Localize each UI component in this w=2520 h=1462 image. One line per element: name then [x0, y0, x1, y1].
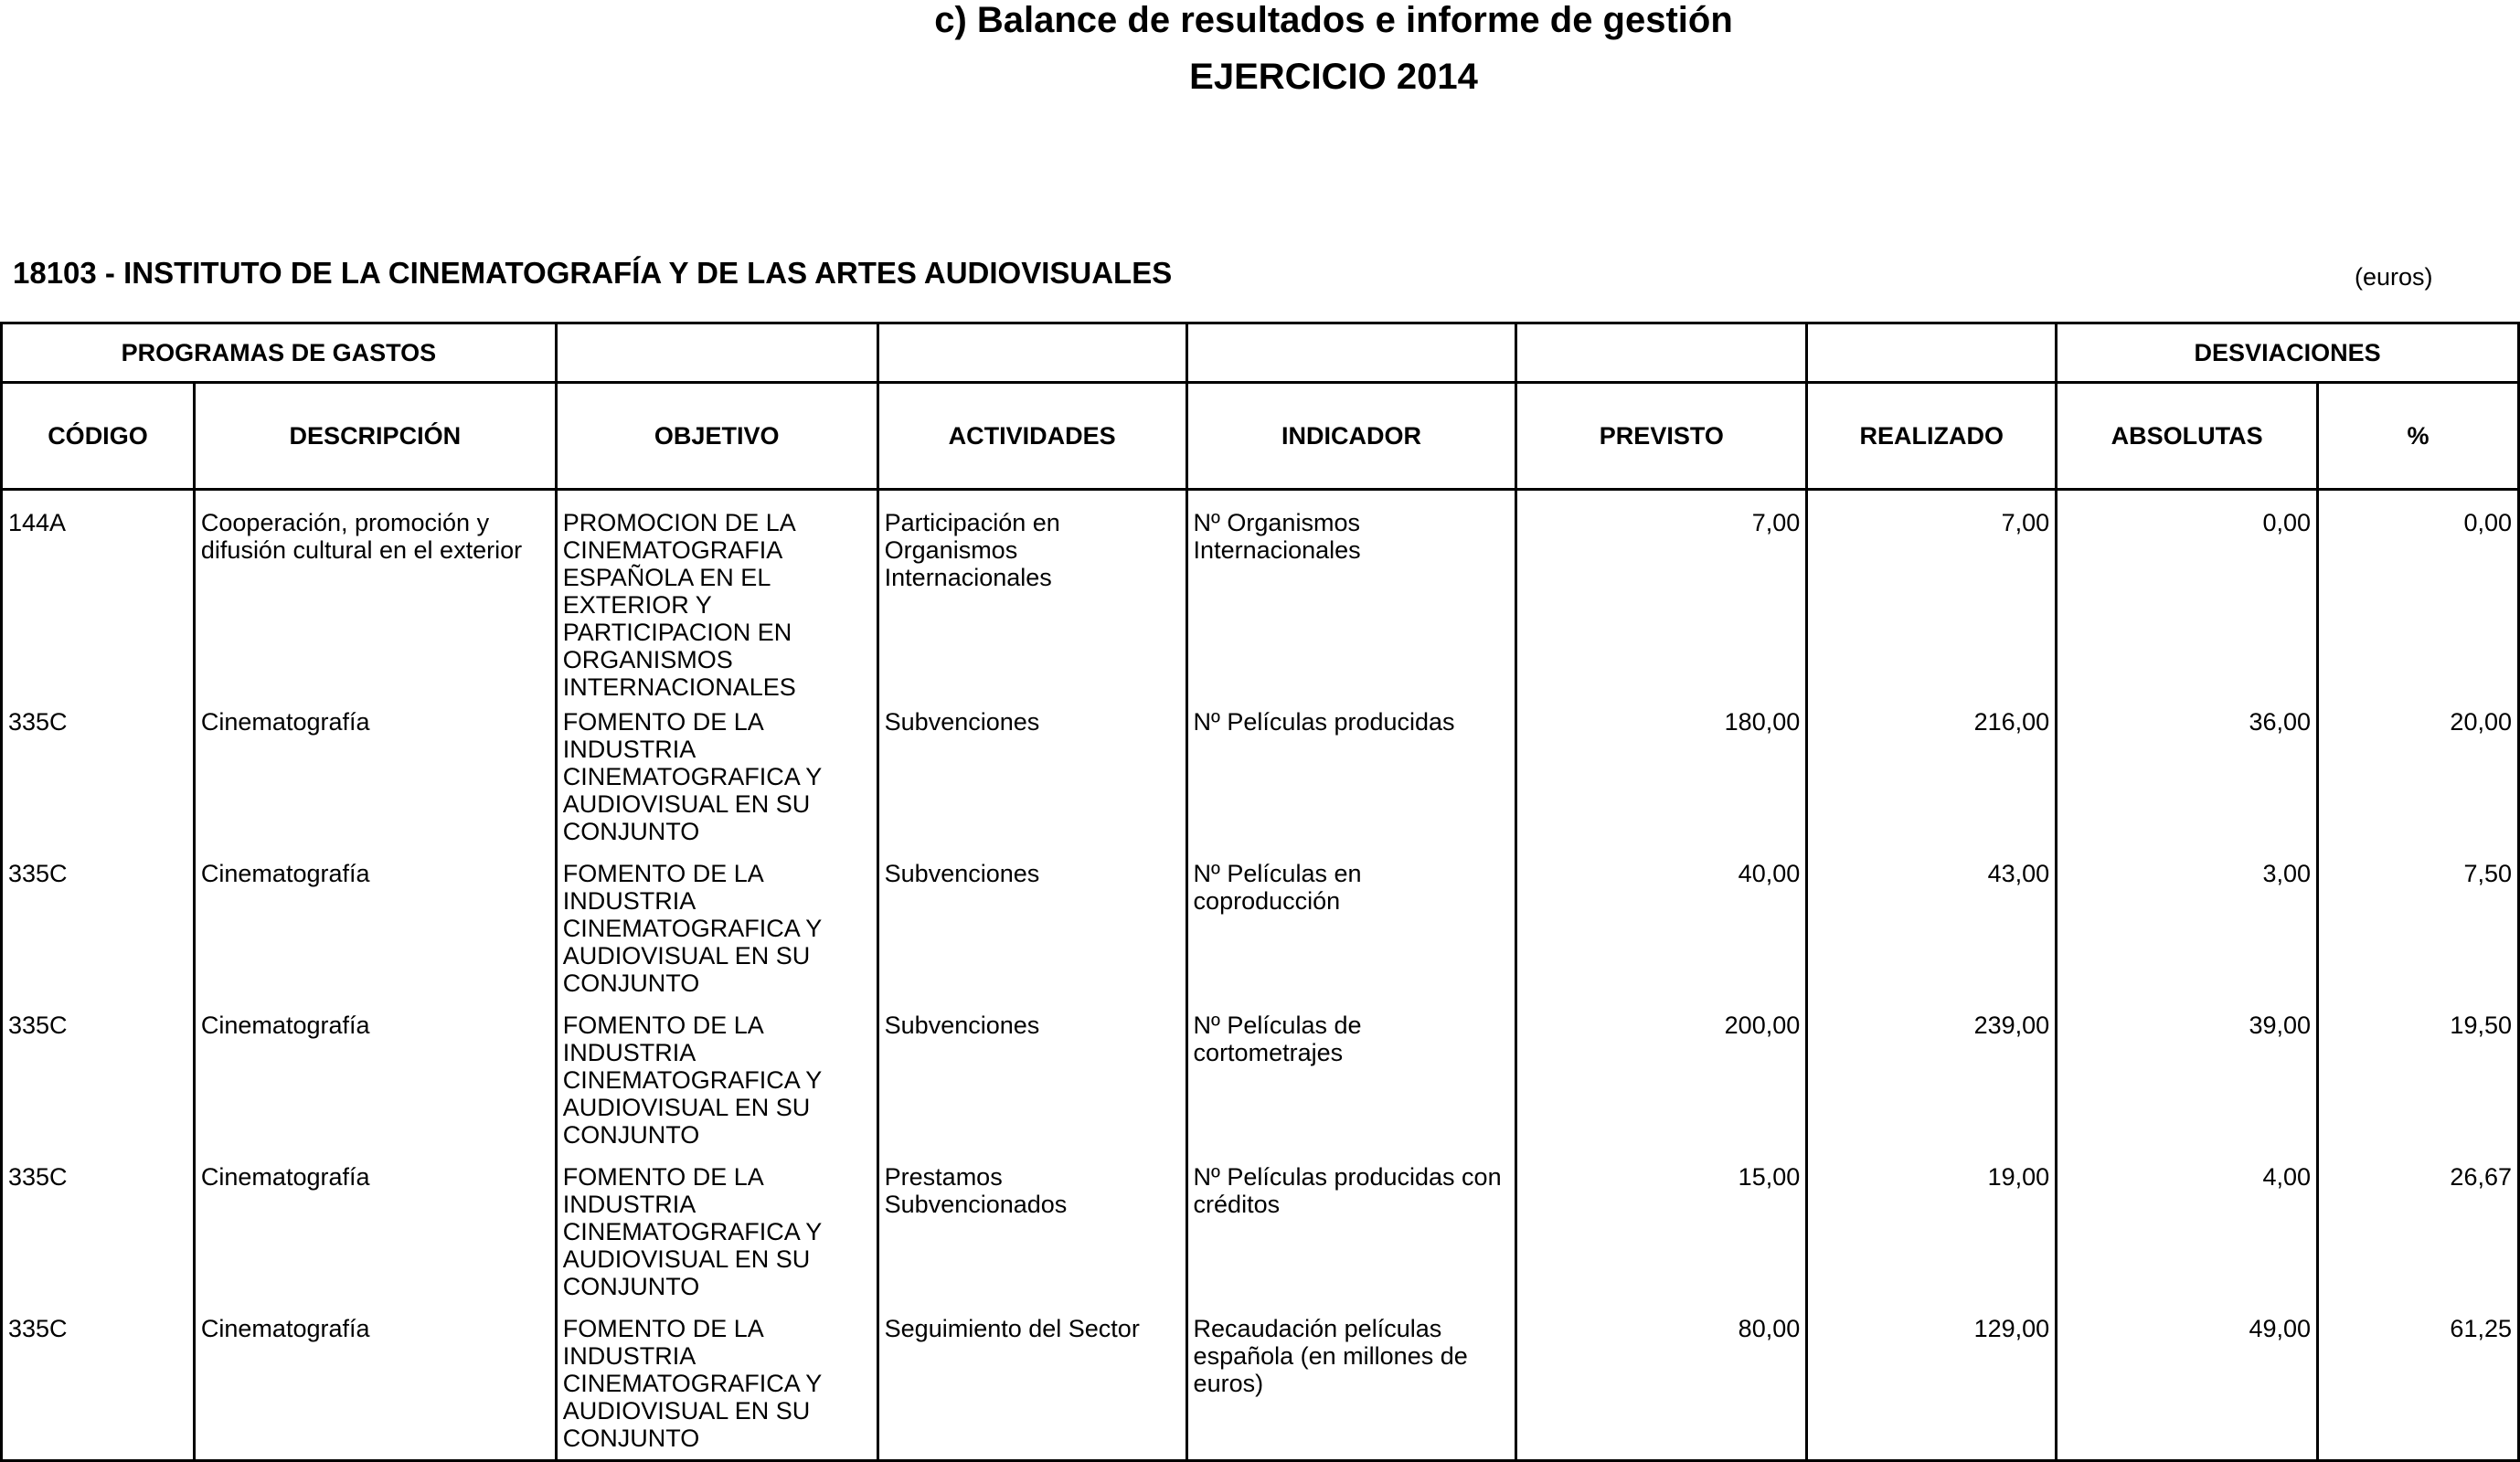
cell-descripcion: Cinematografía: [194, 853, 556, 1004]
page-title: c) Balance de resultados e informe de gestión: [934, 0, 1733, 40]
cell-descripcion: Cinematografía: [194, 1004, 556, 1156]
cell-objetivo: FOMENTO DE LA INDUSTRIA CINEMATOGRAFICA Y AUDIOVISUAL EN SU CONJUNTO: [556, 1308, 877, 1460]
cell-actividades: Seguimiento del Sector: [877, 1308, 1186, 1460]
group-header-row: [2, 323, 2519, 383]
table-row: [2, 1004, 2519, 1156]
group-header-blank: [1807, 323, 2057, 383]
cell-realizado: 43,00: [1807, 853, 2057, 1004]
cell-codigo: 335C: [2, 1308, 195, 1460]
cell-objetivo: FOMENTO DE LA INDUSTRIA CINEMATOGRAFICA Y AUDIOVISUAL EN SU CONJUNTO: [556, 1004, 877, 1156]
cell-percent: 7,50: [2318, 853, 2519, 1004]
column-header-codigo: CÓDIGO: [2, 383, 195, 490]
cell-indicador: Nº Películas en coproducción: [1186, 853, 1516, 1004]
page-subtitle: EJERCICIO 2014: [1189, 57, 1478, 97]
cell-absolutas: 36,00: [2057, 701, 2318, 853]
entity-heading: 18103 - INSTITUTO DE LA CINEMATOGRAFÍA Y DE LAS ARTES AUDIOVISUALES: [13, 256, 1173, 290]
cell-objetivo: FOMENTO DE LA INDUSTRIA CINEMATOGRAFICA Y AUDIOVISUAL EN SU CONJUNTO: [556, 701, 877, 853]
table-row: [2, 490, 2519, 702]
cell-descripcion: Cinematografía: [194, 1308, 556, 1460]
column-header-actividades: ACTIVIDADES: [877, 383, 1186, 490]
cell-codigo: 335C: [2, 1004, 195, 1156]
cell-previsto: 80,00: [1516, 1308, 1807, 1460]
cell-previsto: 7,00: [1516, 490, 1807, 702]
cell-codigo: 144A: [2, 490, 195, 702]
cell-realizado: 239,00: [1807, 1004, 2057, 1156]
group-header-blank: [1186, 323, 1516, 383]
cell-absolutas: 0,00: [2057, 490, 2318, 702]
cell-codigo: 335C: [2, 853, 195, 1004]
cell-realizado: 7,00: [1807, 490, 2057, 702]
cell-actividades: Subvenciones: [877, 853, 1186, 1004]
cell-previsto: 180,00: [1516, 701, 1807, 853]
cell-indicador: Nº Películas producidas con créditos: [1186, 1156, 1516, 1308]
cell-codigo: 335C: [2, 701, 195, 853]
table-row: [2, 1156, 2519, 1308]
column-header-previsto: PREVISTO: [1516, 383, 1807, 490]
cell-objetivo: FOMENTO DE LA INDUSTRIA CINEMATOGRAFICA Y AUDIOVISUAL EN SU CONJUNTO: [556, 853, 877, 1004]
column-header-row: [2, 383, 2519, 490]
column-header-indicador: INDICADOR: [1186, 383, 1516, 490]
group-header-desviaciones: DESVIACIONES: [2057, 323, 2519, 383]
cell-absolutas: 3,00: [2057, 853, 2318, 1004]
cell-realizado: 216,00: [1807, 701, 2057, 853]
cell-absolutas: 4,00: [2057, 1156, 2318, 1308]
column-header-absolutas: ABSOLUTAS: [2057, 383, 2318, 490]
table-row: [2, 1308, 2519, 1460]
cell-percent: 61,25: [2318, 1308, 2519, 1460]
cell-previsto: 15,00: [1516, 1156, 1807, 1308]
cell-realizado: 19,00: [1807, 1156, 2057, 1308]
cell-actividades: Prestamos Subvencionados: [877, 1156, 1186, 1308]
group-header-programas: PROGRAMAS DE GASTOS: [2, 323, 557, 383]
cell-objetivo: FOMENTO DE LA INDUSTRIA CINEMATOGRAFICA Y AUDIOVISUAL EN SU CONJUNTO: [556, 1156, 877, 1308]
cell-indicador: Nº Películas producidas: [1186, 701, 1516, 853]
group-header-blank: [556, 323, 877, 383]
column-header-realizado: REALIZADO: [1807, 383, 2057, 490]
column-header-percent: %: [2318, 383, 2519, 490]
cell-previsto: 40,00: [1516, 853, 1807, 1004]
group-header-blank: [1516, 323, 1807, 383]
cell-descripcion: Cinematografía: [194, 1156, 556, 1308]
cell-actividades: Subvenciones: [877, 701, 1186, 853]
cell-percent: 0,00: [2318, 490, 2519, 702]
cell-indicador: Nº Organismos Internacionales: [1186, 490, 1516, 702]
cell-indicador: Recaudación películas española (en millones de euros): [1186, 1308, 1516, 1460]
cell-realizado: 129,00: [1807, 1308, 2057, 1460]
cell-absolutas: 39,00: [2057, 1004, 2318, 1156]
cell-descripcion: Cinematografía: [194, 701, 556, 853]
column-header-objetivo: OBJETIVO: [556, 383, 877, 490]
unit-label: (euros): [2355, 263, 2433, 291]
cell-absolutas: 49,00: [2057, 1308, 2318, 1460]
column-header-descripcion: DESCRIPCIÓN: [194, 383, 556, 490]
cell-previsto: 200,00: [1516, 1004, 1807, 1156]
cell-codigo: 335C: [2, 1156, 195, 1308]
cell-descripcion: Cooperación, promoción y difusión cultural en el exterior: [194, 490, 556, 702]
cell-percent: 19,50: [2318, 1004, 2519, 1156]
results-table: [0, 322, 2520, 1462]
table-row: [2, 701, 2519, 853]
cell-percent: 26,67: [2318, 1156, 2519, 1308]
table-row: [2, 853, 2519, 1004]
cell-percent: 20,00: [2318, 701, 2519, 853]
cell-indicador: Nº Películas de cortometrajes: [1186, 1004, 1516, 1156]
cell-actividades: Subvenciones: [877, 1004, 1186, 1156]
cell-objetivo: PROMOCION DE LA CINEMATOGRAFIA ESPAÑOLA EN EL EXTERIOR Y PARTICIPACION EN ORGANISMOS INTERNACIONALES: [556, 490, 877, 702]
cell-actividades: Participación en Organismos Internacionales: [877, 490, 1186, 702]
group-header-blank: [877, 323, 1186, 383]
